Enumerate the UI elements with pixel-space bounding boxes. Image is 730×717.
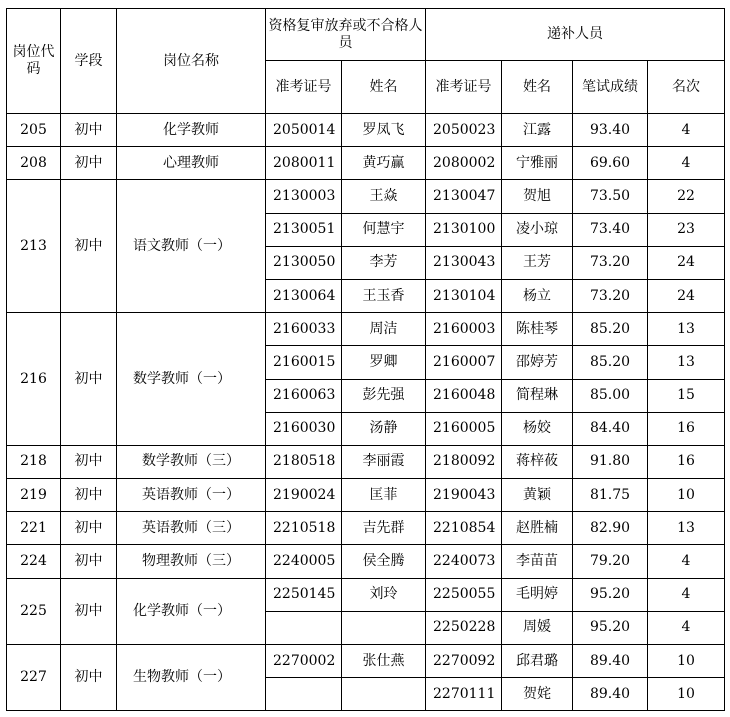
score-cell: 81.75: [573, 479, 648, 512]
score-cell: 85.00: [573, 379, 648, 412]
rank-cell: 10: [648, 645, 725, 678]
supplement-name-cell: 杨立: [502, 279, 573, 312]
table-row: [7, 445, 725, 478]
post-code-cell: 213: [7, 180, 61, 313]
score-cell: 73.20: [573, 279, 648, 312]
post-name-cell: 数学教师（一）: [117, 313, 266, 446]
score-cell: 84.40: [573, 412, 648, 445]
table-row: [7, 578, 725, 611]
supplement-ticket-cell: 2080002: [426, 147, 502, 180]
stage-cell: 初中: [61, 313, 117, 446]
rank-cell: 4: [648, 147, 725, 180]
withdrawn-ticket-cell: 2130051: [266, 213, 342, 246]
stage-cell: 初中: [61, 114, 117, 147]
rank-cell: 4: [648, 114, 725, 147]
withdrawn-ticket-cell: 2250145: [266, 578, 342, 611]
header-supplement-ticket-no: 准考证号: [426, 61, 502, 114]
post-name-cell: 化学教师（一）: [117, 578, 266, 644]
post-code-cell: 208: [7, 147, 61, 180]
table-row: [7, 645, 725, 678]
withdrawn-ticket-cell: 2080011: [266, 147, 342, 180]
rank-cell: 10: [648, 678, 725, 711]
withdrawn-name-cell: 黄巧赢: [342, 147, 426, 180]
header-withdrawn-name: 姓名: [342, 61, 426, 114]
supplement-list-table: [6, 8, 725, 711]
rank-cell: 16: [648, 412, 725, 445]
post-code-cell: 219: [7, 479, 61, 512]
withdrawn-name-cell: 李丽霞: [342, 445, 426, 478]
withdrawn-name-cell: 彭先强: [342, 379, 426, 412]
post-code-cell: 216: [7, 313, 61, 446]
score-cell: 79.20: [573, 545, 648, 578]
supplement-ticket-cell: 2250228: [426, 611, 502, 644]
post-code-cell: 221: [7, 512, 61, 545]
score-cell: 73.50: [573, 180, 648, 213]
header-supplement-group: 递补人员: [426, 9, 725, 61]
withdrawn-name-cell: 张仕燕: [342, 645, 426, 678]
table-row: [7, 313, 725, 346]
post-name-cell: 语文教师（一）: [117, 180, 266, 313]
stage-cell: 初中: [61, 578, 117, 644]
post-name-cell: 物理教师（三）: [117, 545, 266, 578]
post-code-cell: 227: [7, 645, 61, 711]
supplement-ticket-cell: 2130047: [426, 180, 502, 213]
withdrawn-ticket-cell: [266, 678, 342, 711]
header-post-name: 岗位名称: [117, 9, 266, 114]
score-cell: 85.20: [573, 313, 648, 346]
supplement-name-cell: 蒋梓莜: [502, 445, 573, 478]
withdrawn-name-cell: 王焱: [342, 180, 426, 213]
withdrawn-name-cell: 吉先群: [342, 512, 426, 545]
score-cell: 82.90: [573, 512, 648, 545]
supplement-ticket-cell: 2130043: [426, 246, 502, 279]
header-rank: 名次: [648, 61, 725, 114]
score-cell: 89.40: [573, 645, 648, 678]
rank-cell: 13: [648, 313, 725, 346]
supplement-ticket-cell: 2180092: [426, 445, 502, 478]
supplement-name-cell: 杨姣: [502, 412, 573, 445]
supplement-ticket-cell: 2270092: [426, 645, 502, 678]
supplement-ticket-cell: 2130100: [426, 213, 502, 246]
table-row: [7, 114, 725, 147]
rank-cell: 4: [648, 578, 725, 611]
supplement-name-cell: 李苗苗: [502, 545, 573, 578]
rank-cell: 24: [648, 279, 725, 312]
withdrawn-ticket-cell: 2130050: [266, 246, 342, 279]
supplement-name-cell: 邵婷芳: [502, 346, 573, 379]
supplement-name-cell: 江露: [502, 114, 573, 147]
withdrawn-ticket-cell: [266, 611, 342, 644]
withdrawn-name-cell: 刘玲: [342, 578, 426, 611]
score-cell: 91.80: [573, 445, 648, 478]
supplement-ticket-cell: 2160005: [426, 412, 502, 445]
withdrawn-ticket-cell: 2130003: [266, 180, 342, 213]
withdrawn-name-cell: 周洁: [342, 313, 426, 346]
post-code-cell: 205: [7, 114, 61, 147]
post-name-cell: 化学教师: [117, 114, 266, 147]
stage-cell: 初中: [61, 645, 117, 711]
score-cell: 73.40: [573, 213, 648, 246]
withdrawn-ticket-cell: 2050014: [266, 114, 342, 147]
supplement-name-cell: 周媛: [502, 611, 573, 644]
withdrawn-name-cell: 李芳: [342, 246, 426, 279]
rank-cell: 15: [648, 379, 725, 412]
rank-cell: 16: [648, 445, 725, 478]
withdrawn-ticket-cell: 2130064: [266, 279, 342, 312]
stage-cell: 初中: [61, 180, 117, 313]
withdrawn-ticket-cell: 2160015: [266, 346, 342, 379]
stage-cell: 初中: [61, 479, 117, 512]
rank-cell: 13: [648, 512, 725, 545]
score-cell: 95.20: [573, 611, 648, 644]
withdrawn-ticket-cell: 2180518: [266, 445, 342, 478]
withdrawn-name-cell: 汤静: [342, 412, 426, 445]
post-name-cell: 英语教师（三）: [117, 512, 266, 545]
table-row: [7, 147, 725, 180]
supplement-name-cell: 黄颖: [502, 479, 573, 512]
header-withdrawn-group: 资格复审放弃或不合格人员: [266, 9, 426, 61]
stage-cell: 初中: [61, 545, 117, 578]
header-withdrawn-ticket-no: 准考证号: [266, 61, 342, 114]
supplement-ticket-cell: 2270111: [426, 678, 502, 711]
withdrawn-name-cell: 罗凤飞: [342, 114, 426, 147]
rank-cell: 10: [648, 479, 725, 512]
supplement-ticket-cell: 2160048: [426, 379, 502, 412]
withdrawn-name-cell: [342, 678, 426, 711]
withdrawn-ticket-cell: 2160033: [266, 313, 342, 346]
header-supplement-name: 姓名: [502, 61, 573, 114]
score-cell: 89.40: [573, 678, 648, 711]
withdrawn-ticket-cell: 2160030: [266, 412, 342, 445]
withdrawn-name-cell: 王玉香: [342, 279, 426, 312]
score-cell: 93.40: [573, 114, 648, 147]
supplement-name-cell: 凌小琼: [502, 213, 573, 246]
score-cell: 69.60: [573, 147, 648, 180]
post-name-cell: 英语教师（一）: [117, 479, 266, 512]
supplement-ticket-cell: 2130104: [426, 279, 502, 312]
supplement-ticket-cell: 2190043: [426, 479, 502, 512]
score-cell: 73.20: [573, 246, 648, 279]
post-name-cell: 数学教师（三）: [117, 445, 266, 478]
supplement-ticket-cell: 2050023: [426, 114, 502, 147]
rank-cell: 24: [648, 246, 725, 279]
table-row: [7, 180, 725, 213]
stage-cell: 初中: [61, 147, 117, 180]
withdrawn-ticket-cell: 2240005: [266, 545, 342, 578]
supplement-name-cell: 贺旭: [502, 180, 573, 213]
supplement-name-cell: 毛明婷: [502, 578, 573, 611]
rank-cell: 13: [648, 346, 725, 379]
rank-cell: 4: [648, 545, 725, 578]
table-row: [7, 479, 725, 512]
header-post-code: 岗位代码: [7, 9, 61, 114]
withdrawn-ticket-cell: 2270002: [266, 645, 342, 678]
withdrawn-ticket-cell: 2190024: [266, 479, 342, 512]
table-row: [7, 512, 725, 545]
rank-cell: 4: [648, 611, 725, 644]
score-cell: 85.20: [573, 346, 648, 379]
stage-cell: 初中: [61, 445, 117, 478]
supplement-name-cell: 王芳: [502, 246, 573, 279]
supplement-ticket-cell: 2160007: [426, 346, 502, 379]
score-cell: 95.20: [573, 578, 648, 611]
supplement-ticket-cell: 2240073: [426, 545, 502, 578]
post-code-cell: 225: [7, 578, 61, 644]
header-score: 笔试成绩: [573, 61, 648, 114]
withdrawn-ticket-cell: 2160063: [266, 379, 342, 412]
table-row: [7, 545, 725, 578]
header-stage: 学段: [61, 9, 117, 114]
supplement-name-cell: 简程琳: [502, 379, 573, 412]
supplement-name-cell: 赵胜楠: [502, 512, 573, 545]
post-code-cell: 218: [7, 445, 61, 478]
withdrawn-name-cell: 何慧宇: [342, 213, 426, 246]
withdrawn-name-cell: 匡菲: [342, 479, 426, 512]
supplement-name-cell: 宁雅丽: [502, 147, 573, 180]
table-body: [7, 114, 725, 711]
withdrawn-name-cell: 侯全腾: [342, 545, 426, 578]
withdrawn-ticket-cell: 2210518: [266, 512, 342, 545]
stage-cell: 初中: [61, 512, 117, 545]
supplement-ticket-cell: 2210854: [426, 512, 502, 545]
withdrawn-name-cell: 罗卿: [342, 346, 426, 379]
rank-cell: 22: [648, 180, 725, 213]
post-code-cell: 224: [7, 545, 61, 578]
supplement-name-cell: 贺姹: [502, 678, 573, 711]
withdrawn-name-cell: [342, 611, 426, 644]
post-name-cell: 心理教师: [117, 147, 266, 180]
post-name-cell: 生物教师（一）: [117, 645, 266, 711]
supplement-ticket-cell: 2160003: [426, 313, 502, 346]
rank-cell: 23: [648, 213, 725, 246]
supplement-name-cell: 邱君璐: [502, 645, 573, 678]
supplement-ticket-cell: 2250055: [426, 578, 502, 611]
supplement-name-cell: 陈桂琴: [502, 313, 573, 346]
